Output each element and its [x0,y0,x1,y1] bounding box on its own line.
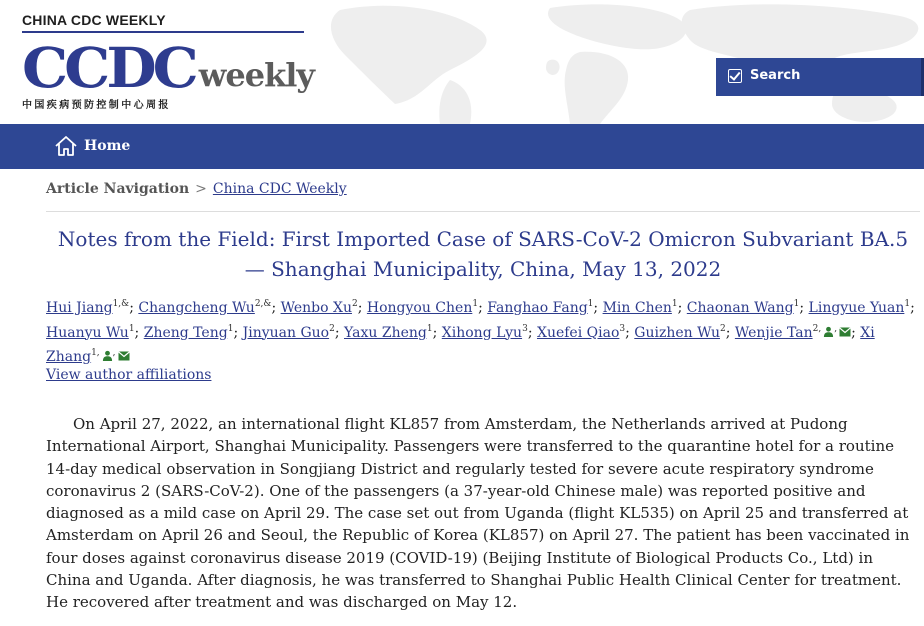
author-name-link[interactable]: Min Chen [602,300,672,316]
author-separator: ; [432,324,442,341]
author-affiliation-sup: 1, [91,348,100,358]
article-title: Notes from the Field: First Imported Case of SARS-CoV-2 Omicron Subvariant BA.5 — Shanghai Municipality, China, May 13, 2022 [57,227,909,281]
author-item [603,300,687,316]
author-affiliation-sup: 3 [522,323,528,334]
breadcrumb-head: Article Navigation [46,181,190,197]
author-list [46,296,922,370]
main-nav-bar [0,124,924,169]
nav-home-link[interactable] [54,134,130,158]
author-separator: ; [357,300,367,316]
author-item [243,325,344,341]
author-item [281,300,367,316]
article-body-paragraph: On April 27, 2022, an international flight KL857 from Amsterdam, the Netherlands arrived at Pudong International Airport, Shanghai Municipality. Passengers were transferred to the quarantine hotel for a routine 14-day medical observation in Songjiang District and regularly tested for severe acute respiratory syndrome coronavirus 2 (SARS-CoV-2). One of the passengers (a 37-year-old Chinese male) was reported positive and diagnosed as a mild case on April 29. The case set out from Uganda (flight KL535) on April 25 and transferred at Amsterdam on April 26 and Seoul, the Republic of Korea (KL857) on April 27. The patient has been vaccinated in four doses against coronavirus disease 2019 (COVID-19) (Beijing Institute of Biological Products Co., Ltd) in China and Uganda. After diagnosis, he was transferred to Shanghai Public Health Clinical Center for treatment. He recovered after treatment and was discharged on May 12. [46,415,910,612]
author-affiliation-sup: 1 [671,299,678,309]
author-item [46,325,144,341]
author-separator: ; [799,300,809,316]
logo-weekly: weekly [198,56,314,94]
author-affiliation-sup: 1 [227,323,234,334]
author-separator: ; [134,324,144,341]
author-name-link[interactable]: Hui Jiang [46,300,113,316]
author-item [344,325,442,341]
home-icon [54,134,78,158]
author-item [735,325,860,341]
author-name-link[interactable]: Huanyu Wu [46,324,129,341]
author-affiliation-sup: 3 [619,323,626,334]
search-label: Search [750,68,801,83]
author-separator: ; [271,300,281,316]
author-name-link[interactable]: Yaxu Zheng [344,324,427,341]
author-name-link[interactable]: Wenbo Xu [280,300,352,316]
author-affiliation-sup: 2,& [254,299,272,309]
mail-icon[interactable] [839,321,851,346]
nav-home-label: Home [84,138,131,154]
author-affiliation-sup: 1 [587,299,594,309]
author-name-link[interactable]: Fanghao Fang [487,300,588,316]
author-affiliation-sup: 2 [719,323,726,334]
logo-wordmark [22,35,314,101]
author-name-link[interactable]: Wenjie Tan [734,324,813,341]
author-item [809,300,915,316]
author-item [367,300,487,316]
author-separator: ; [725,324,735,341]
author-affiliation-sup: 1 [904,299,911,309]
logo-chinese-subtitle: 中国疾病预防控制中心周报 [22,100,171,111]
author-name-link[interactable]: Jinyuan Guo [242,324,330,341]
breadcrumb [46,181,347,197]
divider [46,211,920,212]
logo-eyebrow: CHINA CDC WEEKLY [22,12,166,28]
search-button[interactable] [716,58,924,96]
person-icon[interactable] [823,321,834,346]
author-item [46,300,138,316]
author-item [144,325,243,341]
checkbox-icon [728,69,742,83]
author-name-link[interactable]: Xihong Lyu [441,324,523,341]
author-separator: ; [593,300,603,316]
author-separator: ; [910,300,915,316]
author-item [138,300,280,316]
icon-separator: , [112,348,116,358]
author-separator: ; [527,324,537,341]
author-affiliation-sup: 1 [793,299,800,309]
author-name-link[interactable]: Lingyue Yuan [808,300,905,316]
author-affiliation-sup: 2 [351,299,358,309]
site-logo[interactable] [22,12,314,111]
author-separator: ; [129,300,139,316]
icon-separator: , [834,323,838,334]
author-affiliation-sup: 1 [128,323,135,334]
author-separator: ; [625,324,635,341]
author-name-link[interactable]: Xi Zhang [46,324,875,365]
author-separator: ; [233,324,243,341]
mail-icon[interactable] [118,345,130,370]
author-name-link[interactable]: Zheng Teng [143,324,228,341]
author-affiliation-sup: 1 [426,323,433,334]
breadcrumb-separator: > [195,181,207,197]
author-separator: ; [478,300,488,316]
author-item [537,325,634,341]
author-item [687,300,809,316]
author-item [634,325,735,341]
breadcrumb-link-china-cdc-weekly[interactable]: China CDC Weekly [212,181,347,197]
author-item [487,300,602,316]
author-separator: ; [334,324,344,341]
author-item [442,325,537,341]
logo-rule [22,31,304,33]
author-name-link[interactable]: Guizhen Wu [634,324,720,341]
author-affiliation-sup: 1,& [112,299,130,309]
author-name-link[interactable]: Xuefei Qiao [536,324,620,341]
author-name-link[interactable]: Chaonan Wang [686,300,794,316]
logo-ccdc: CCDC [22,35,195,101]
author-separator: ; [677,300,687,316]
person-icon[interactable] [102,345,113,370]
author-affiliation-sup: 2 [329,323,335,334]
site-header [0,0,924,124]
author-name-link[interactable]: Hongyou Chen [366,300,473,316]
author-affiliation-sup: 1 [472,299,479,309]
view-author-affiliations-link[interactable]: View author affiliations [46,367,212,383]
author-affiliation-sup: 2, [812,323,822,334]
author-separator: ; [851,324,861,341]
author-name-link[interactable]: Changcheng Wu [138,300,255,316]
